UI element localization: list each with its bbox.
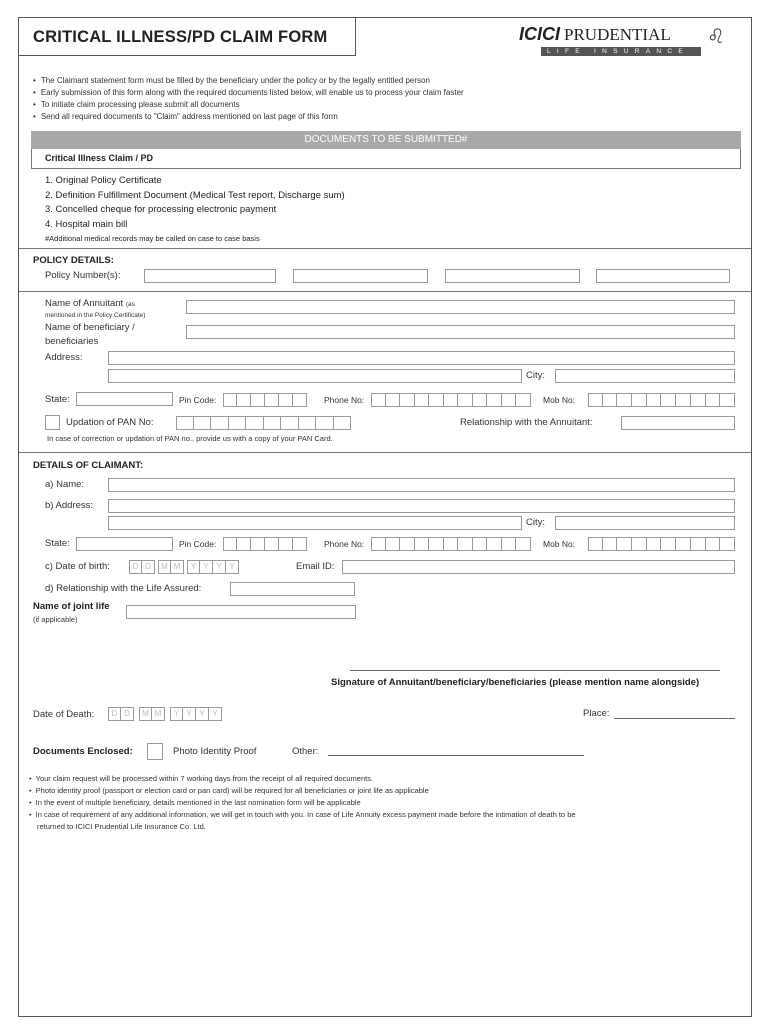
documents-list <box>45 174 345 232</box>
joint-life-note: (if applicable) <box>33 615 78 624</box>
claimant-state-label: State: <box>45 538 70 549</box>
documents-enclosed-label: Documents Enclosed: <box>33 746 133 757</box>
date-of-death-label: Date of Death: <box>33 709 95 720</box>
phone-label: Phone No: <box>324 395 365 405</box>
bottom-note: returned to ICICI Prudential Life Insurance Co. Ltd. <box>37 822 206 831</box>
state-label: State: <box>45 394 70 405</box>
bottom-notes <box>29 773 576 833</box>
pan-note: In case of correction or updation of PAN no., provide us with a copy of your PAN Card. <box>47 434 333 443</box>
beneficiary-name-label: Name of beneficiary / <box>45 322 135 333</box>
claimant-mob-boxes[interactable] <box>588 537 735 551</box>
other-label: Other: <box>292 746 319 757</box>
policy-number-field-2[interactable] <box>293 269 428 283</box>
claimant-relationship-label: d) Relationship with the Life Assured: <box>45 583 202 594</box>
policy-number-field-3[interactable] <box>445 269 580 283</box>
intro-bullet: • Early submission of this form along with the required documents listed below, will enable us to process your claim faster <box>33 87 464 99</box>
bottom-note: • In the event of multiple beneficiary, details mentioned in the last nomination form will be applicable <box>29 797 576 809</box>
lion-icon: ♌ <box>707 26 725 48</box>
form-title-box <box>19 18 356 56</box>
claimant-relationship-input[interactable] <box>230 582 355 596</box>
mob-boxes[interactable] <box>588 393 735 407</box>
divider <box>19 248 751 249</box>
beneficiary-name-input[interactable] <box>186 325 735 339</box>
policy-number-label: Policy Number(s): <box>45 270 121 281</box>
annuitant-name-input[interactable] <box>186 300 735 314</box>
claimant-mob-label: Mob No: <box>543 539 576 549</box>
claimant-details-heading: DETAILS OF CLAIMANT: <box>33 460 144 471</box>
annuitant-name-note: mentioned in the Policy Certificate) <box>45 312 146 319</box>
address-label: Address: <box>45 352 83 363</box>
claimant-state-input[interactable] <box>76 537 173 551</box>
other-input-line[interactable] <box>328 755 584 756</box>
intro-bullet: • The Claimant statement form must be filled by the beneficiary under the policy or by the legally entitled person <box>33 75 464 87</box>
logo-tagline: LIFE INSURANCE <box>541 47 701 56</box>
document-item: 3. Concelled cheque for processing electronic payment <box>45 204 277 215</box>
bottom-note: • In case of requirement of any additional information, we will get in touch with you. In case of Life Annuity excess payment made before the intimation of death to be <box>29 809 576 821</box>
date-of-death-boxes[interactable]: D D M M Y Y Y Y <box>108 707 222 721</box>
place-label: Place: <box>583 708 610 719</box>
address-input-line-2[interactable] <box>108 369 522 383</box>
intro-bullet: • To initiate claim processing please submit all documents <box>33 99 464 111</box>
divider <box>19 291 751 292</box>
claimant-dob-boxes[interactable]: D D M M Y Y Y Y <box>129 560 239 574</box>
city-label: City: <box>526 370 545 381</box>
beneficiary-name-label-2: beneficiaries <box>45 336 99 347</box>
claimant-city-input[interactable] <box>555 516 735 530</box>
photo-id-label: Photo Identity Proof <box>173 746 257 757</box>
policy-number-field-1[interactable] <box>144 269 276 283</box>
annuitant-name-label: Name of Annuitant (as <box>45 298 135 309</box>
policy-details-heading: POLICY DETAILS: <box>33 255 114 266</box>
company-logo <box>519 22 739 62</box>
document-item: 1. Original Policy Certificate <box>45 175 162 186</box>
document-item: 4. Hospital main bill <box>45 218 128 230</box>
claim-form-page <box>18 17 752 1017</box>
claimant-city-label: City: <box>526 517 545 528</box>
claimant-phone-label: Phone No: <box>324 539 365 549</box>
mob-label: Mob No: <box>543 395 576 405</box>
intro-instructions <box>33 75 464 123</box>
documents-header: DOCUMENTS TO BE SUBMITTED# <box>31 131 741 149</box>
claimant-email-label: Email ID: <box>296 561 335 572</box>
claim-type-row <box>31 149 741 169</box>
claimant-address-line-1[interactable] <box>108 499 735 513</box>
bottom-note: • Photo identity proof (passport or election card or pan card) will be required for all beneficiaries or joint life as applicable <box>29 785 576 797</box>
claimant-name-input[interactable] <box>108 478 735 492</box>
pan-number-boxes[interactable] <box>176 416 351 430</box>
documents-note: #Additional medical records may be called on case to case basis <box>45 234 260 243</box>
photo-id-checkbox[interactable] <box>147 743 163 760</box>
signature-line[interactable] <box>350 670 720 671</box>
claimant-dob-label: c) Date of birth: <box>45 561 110 572</box>
logo-text <box>519 24 671 45</box>
claimant-phone-boxes[interactable] <box>371 537 531 551</box>
document-item: 2. Definition Fulfillment Document (Medical Test report, Discharge sum) <box>45 189 345 201</box>
claimant-address-line-2[interactable] <box>108 516 522 530</box>
city-input[interactable] <box>555 369 735 383</box>
phone-boxes[interactable] <box>371 393 531 407</box>
divider <box>19 452 751 453</box>
state-input[interactable] <box>76 392 173 406</box>
form-title: CRITICAL ILLNESS/PD CLAIM FORM <box>33 28 328 46</box>
pan-update-label: Updation of PAN No: <box>66 417 154 428</box>
claimant-address-label: b) Address: <box>45 500 94 511</box>
pin-code-label: Pin Code: <box>179 395 217 405</box>
claimant-email-input[interactable] <box>342 560 735 574</box>
claimant-pin-boxes[interactable] <box>223 537 307 551</box>
intro-bullet: • Send all required documents to "Claim" address mentioned on last page of this form <box>33 111 464 123</box>
claimant-name-label: a) Name: <box>45 479 85 490</box>
relationship-annuitant-label: Relationship with the Annuitant: <box>460 417 593 428</box>
address-input-line-1[interactable] <box>108 351 735 365</box>
logo-brand: ICICI <box>519 24 561 44</box>
logo-name: PRUDENTIAL <box>564 25 671 44</box>
bottom-note: • Your claim request will be processed within 7 working days from the receipt of all required documents. <box>29 773 576 785</box>
claim-type-label: Critical Illness Claim / PD <box>45 153 154 163</box>
pan-update-checkbox[interactable] <box>45 415 60 430</box>
place-input-line[interactable] <box>614 718 735 719</box>
joint-life-input[interactable] <box>126 605 356 619</box>
pin-code-boxes[interactable] <box>223 393 307 407</box>
signature-label: Signature of Annuitant/beneficiary/beneficiaries (please mention name alongside) <box>331 677 700 688</box>
joint-life-label: Name of joint life <box>33 601 110 612</box>
relationship-annuitant-input[interactable] <box>621 416 735 430</box>
claimant-pin-label: Pin Code: <box>179 539 217 549</box>
policy-number-field-4[interactable] <box>596 269 730 283</box>
